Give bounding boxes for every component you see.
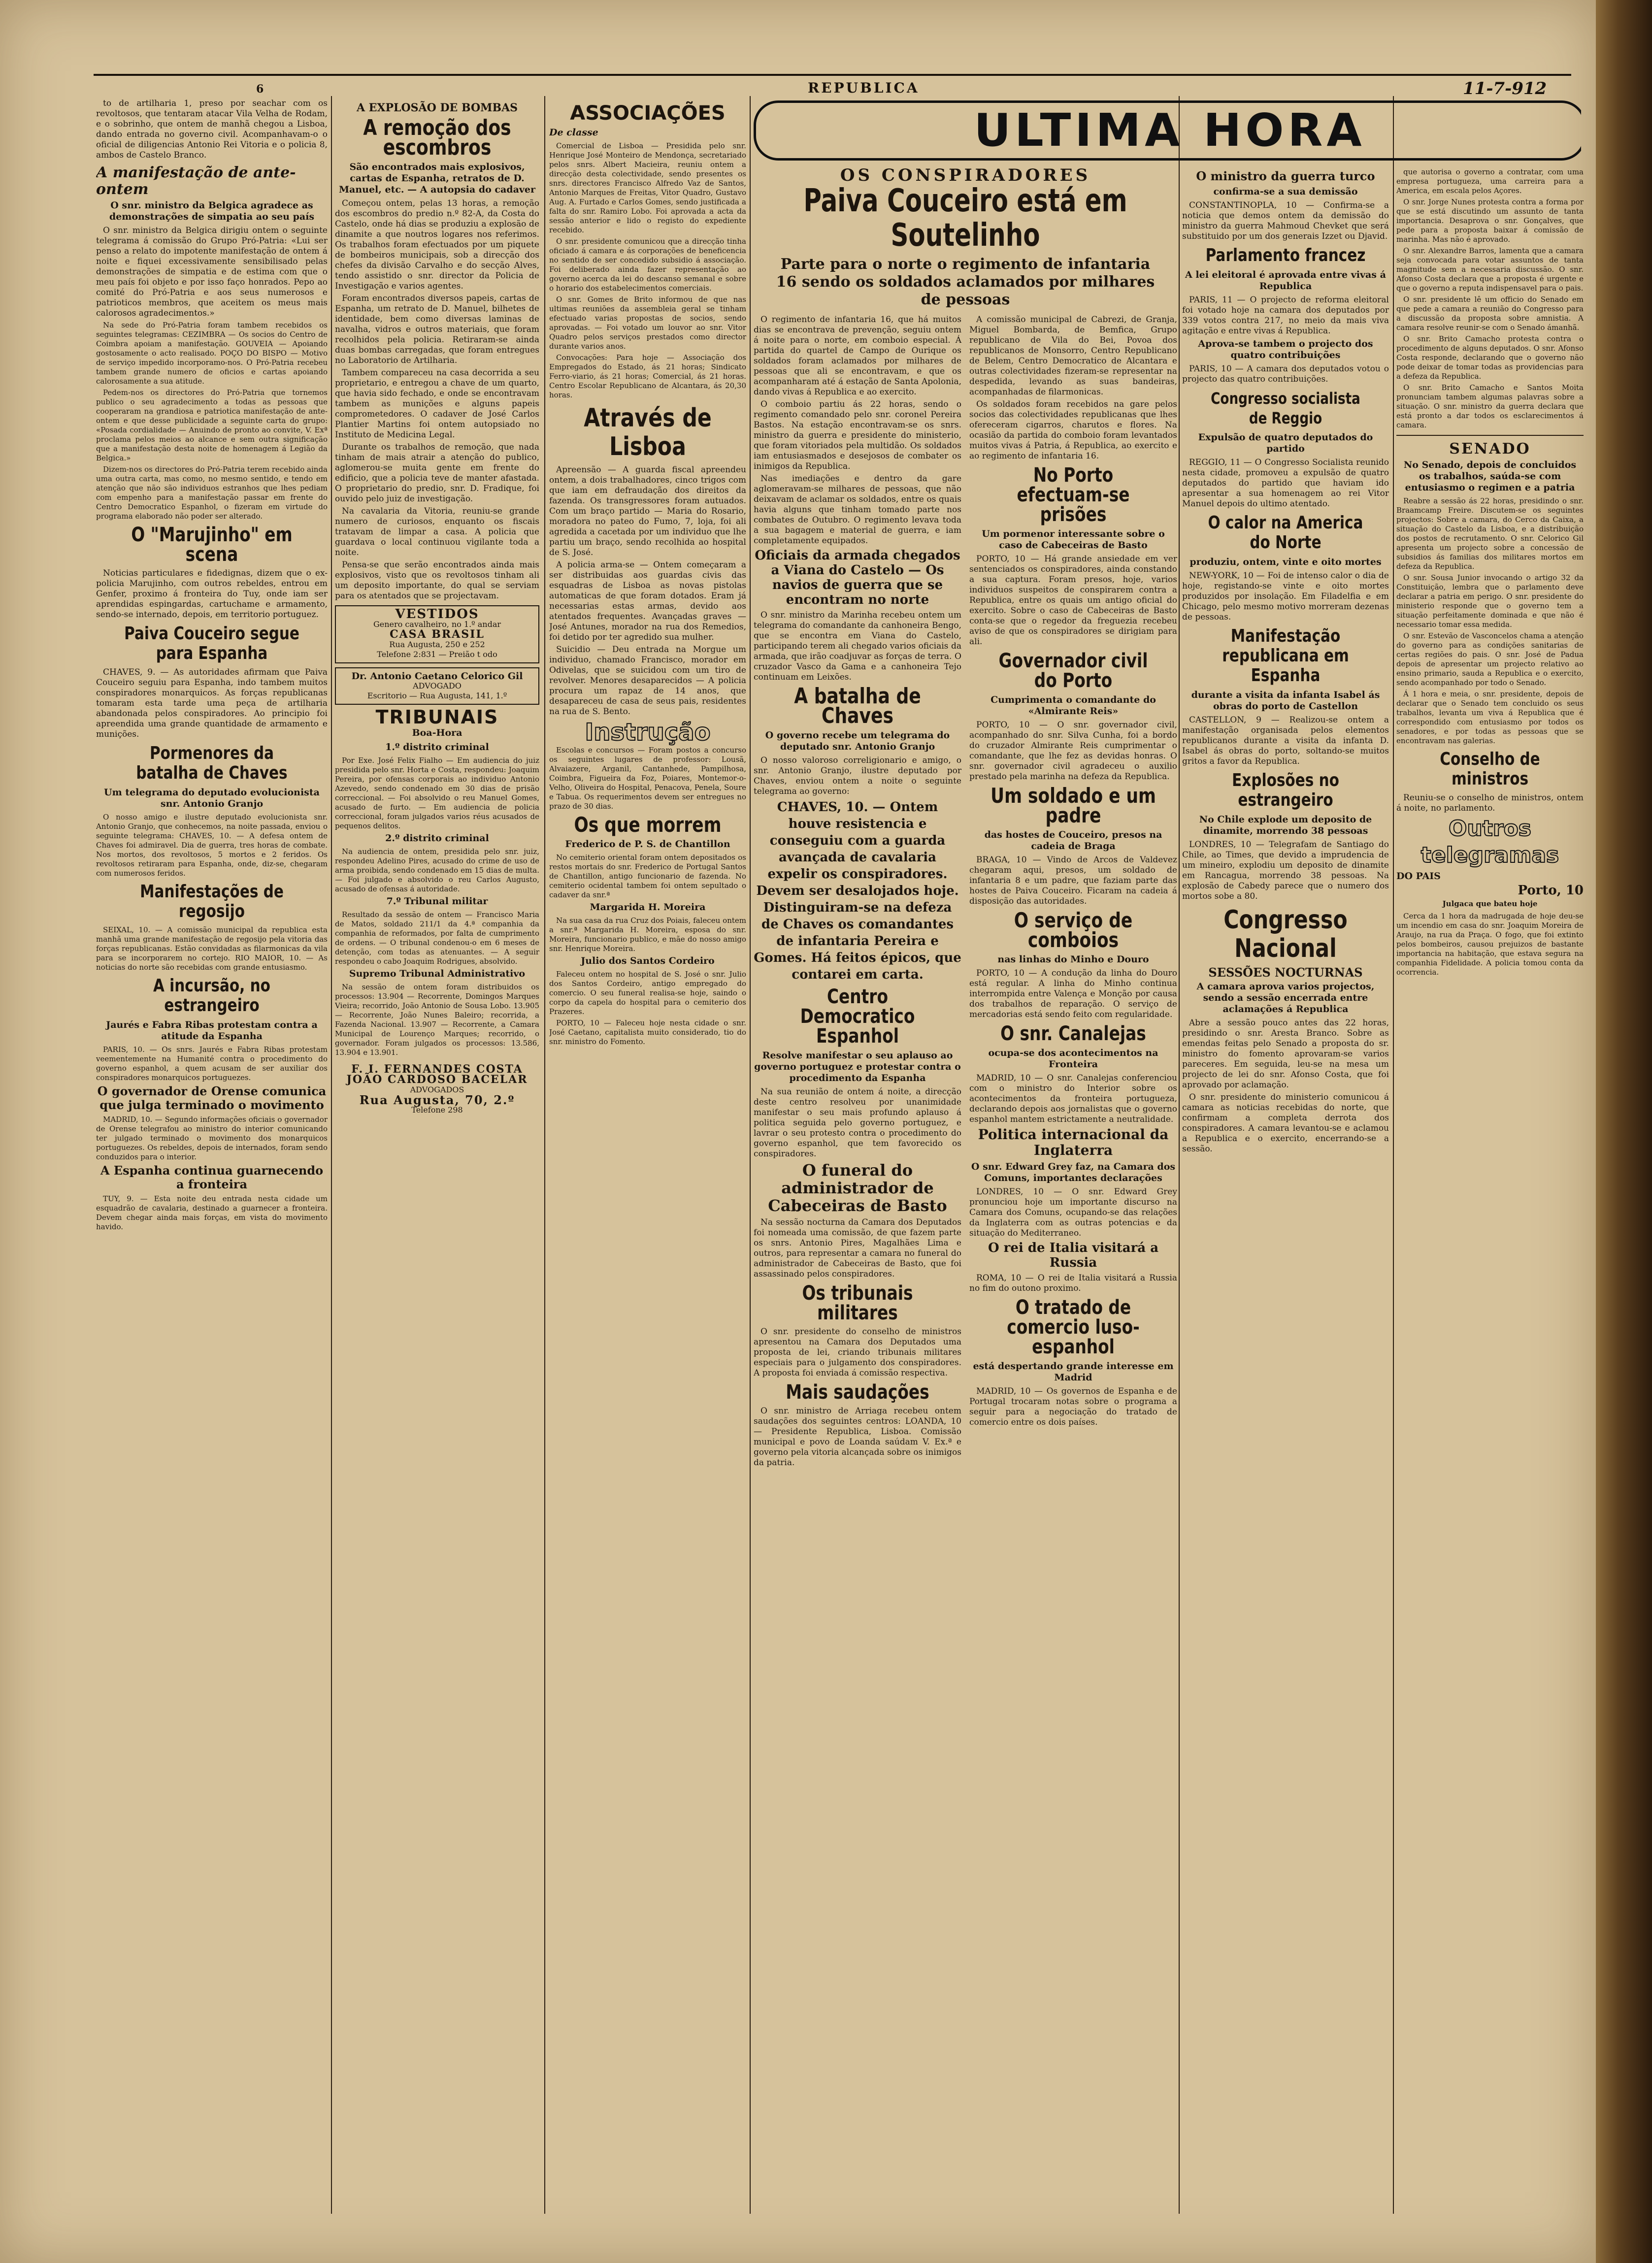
ad-line: Escritorio — Rua Augusta, 141, 1.º [367, 691, 507, 700]
column-divider [331, 96, 332, 2214]
article-text: O snr. Alexandre Barros, lamenta que a camara seja convocada para votar assuntos de tanta magnitude sem a necessaria discussão. O snr. Afonso Costa declara que a proposta é urgente e que o governo a reputa indispensavel para o pais. [1396, 246, 1584, 293]
headline-orense: O governador de Orense comunica que julga terminado o movimento [97, 1084, 327, 1112]
ad-title: VESTIDOS [395, 607, 479, 622]
article-text: Na sede do Pró-Patria foram tambem recebidos os seguintes telegramas: CEZIMBRA — Os socios do Centro de Coimbra apoiam a manifestação. GOUVEIA — Apoiando gostosamente o acto realisado. POÇO DO BISPO — Motivo de serviço impedido incorporamo-nos. O Pró-Patria recebeu tambem grande numero de oficios e cartas apoiando calorosamente a sua atitude. [96, 321, 328, 386]
article-text: Os soldados foram recebidos na gare pelos socios das colectividades republicanas que lhes ofereceram cigarros, charutos e flores. Na ocasião da partida do comboio foram levantados muitos vivas á Patria, á Republica, ao exercito e ao regimento de infantaria 16. [969, 399, 1177, 461]
subheadline: SESSÕES NOCTURNAS [1208, 965, 1363, 980]
article-text: Começou ontem, pelas 13 horas, a remoção dos escombros do predio n.º 82-A, da Costa do Castelo, onde há dias se produziu a explosão de dinamite a que noutros logares nos referimos. Os trabalhos foram efectuados por um piquete de bombeiros municipais, sob a direcção dos chefes da divisão Carvalho e do secção Alves, tendo assistido o snr. director da Policia de Investigação e varios agentes. [335, 198, 539, 291]
article-text: Na cavalaria da Vitoria, reuniu-se grande numero de curiosos, enquanto os fiscais tratavam de limpar a casa. A policia que guardava o local continuou vigilante toda a noite. [335, 506, 539, 558]
section-label: 7.º Tribunal militar [386, 896, 488, 907]
article-text: PARIS, 10 — A camara dos deputados votou o projecto das quatro contribuições. [1182, 364, 1389, 384]
article-text: Na audiencia de ontem, presidida pelo snr. juiz, respondeu Adelino Pires, acusado do crime de uso de arma proibida, sendo condenado em 15 dias de multa. — Foi julgado e absolvido o reu Carlos Augusto, acusado de ofensas á autoridade. [335, 847, 539, 893]
obituary-name: Margarida H. Moreira [590, 902, 706, 913]
article-text: O snr. presidente lê um officio do Senado em que pede a camara a reunião do Congresso para a discussão da proposta sobre amnistia. A camara resolve reunir-se com o Senado ámanhã. [1396, 295, 1584, 332]
headline-congresso-socialista: Congresso socialista de Reggio [1211, 389, 1360, 427]
article-text: MADRID, 10 — O snr. Canalejas conferenciou com o ministro do Interior sobre os acontecimentos da fronteira portugueza, declarando depois aos jornalistas que o governo espanhol mantem estrictamente a neutralidade. [969, 1073, 1177, 1124]
headline-politica-inglaterra: Politica internacional da Inglaterra [978, 1126, 1169, 1158]
column-2 [335, 98, 539, 2211]
ad-line: F. I. FERNANDES COSTA [351, 1063, 523, 1076]
section-label: 2.º distrito criminal [385, 833, 489, 844]
article-text: O snr. Jorge Nunes protesta contra a forma por que se está discutindo um assunto de tanta importancia. Desaprova o snr. Gonçalves, que pede para a proposta baixar á comissão de marinha. Mas não é aprovado. [1396, 197, 1584, 244]
ad-line: Telefone 2:831 — Preião t odo [377, 650, 497, 659]
article-text: que autorisa o governo a contratar, com uma empresa portugueza, uma carreira para a America, em escala pelos Açores. [1396, 167, 1584, 195]
headline-senado: SENADO [1449, 440, 1531, 458]
article-text: Faleceu ontem no hospital de S. José o snr. Julio dos Santos Cordeiro, antigo empregado do comercio. O seu funeral realisa-se hoje, saindo o corpo da capela do hospital para o cemiterio dos Prazeres. [549, 970, 746, 1016]
headline-canalejas: O snr. Canalejas [1000, 1022, 1146, 1045]
headline-governador-porto: Governador civil do Porto [998, 650, 1148, 692]
headline-centro-democratico: Centro Democratico Espanhol [800, 985, 915, 1048]
telegram-quote: CHAVES, 10. — Ontem houve resistencia e conseguiu com a guarda avançada de cavalaria expelir os conspiradores. Devem ser desalojados hoje. Distinguiram-se na defeza de Chaves os comandantes de infantaria Pereira e Gomes. Há feitos épicos, que contarei em carta. [754, 800, 961, 982]
article-text: O snr. presidente do conselho de ministros apresentou na Camara dos Deputados uma proposta de lei, criando tribunais militares especiais para o julgamento dos conspiradores. A proposta foi enviada á comissão respectiva. [754, 1327, 961, 1378]
headline-ministro-turco: O ministro da guerra turco [1196, 169, 1375, 183]
headline-os-que-morrem: Os que morrem [574, 813, 722, 837]
newspaper-title: REPUBLICA [808, 80, 920, 96]
article-text: Na sessão de ontem foram distribuidos os processos: 13.904 — Recorrente, Domingos Marques Vieira; recorrido, João Antonio de Sousa Lobo. 13.905 — Recorrente, João Nunes Baleiro; recorrida, a Fazenda Nacional. 13.907 — Recorrente, a Camara Municipal de Lourenço Marques; recorrido, o governador. Foram julgados os processos: 13.586, 13.904 e 13.901. [335, 983, 539, 1057]
article-text: Na sessão nocturna da Camara dos Deputados foi nomeada uma comissão, de que fazem parte os snrs. Antonio Pires, Magalhães Lima e outros, para representar a camara no funeral do administrador de Cabeceiras de Basto, que foi assassinado pelos conspiradores. [754, 1217, 961, 1279]
subheadline: A camara aprova varios projectos, sendo a sessão encerrada entre aclamações á Republica [1196, 981, 1375, 1015]
column-divider [544, 96, 545, 2214]
headline-incursao: A incursão, no estrangeiro [153, 976, 270, 1016]
article-text: Foram encontrados diversos papeis, cartas de Espanha, um retrato de D. Manuel, bilhetes de identidade, bem como diversas laminas de navalha, vidros e outros materiais, que foram recolhidos pela policia. Retiraram-se ainda duas bombas carregadas, que foram entregues no Laboratorio de Artilharia. [335, 294, 539, 365]
article-text: O snr. ministro da Marinha recebeu ontem um telegrama do comandante da canhoneira Bengo, que se encontra em Viana do Castelo, participando terem ali chegado varios oficiais da armada, que irão coadjuvar as forças de terra. O cruzador Vasco da Gama e a canhoneira Tejo continuam em Leixões. [754, 610, 961, 682]
headline-oficiais-armada: Oficiais da armada chegados a Viana do Castelo — Os navios de guerra que se encontram no norte [755, 548, 960, 607]
ad-line: Telefone 298 [411, 1105, 463, 1115]
subheadline: durante a visita da infanta Isabel ás obras do porto de Castellon [1191, 689, 1380, 712]
article-text: Abre a sessão pouco antes das 22 horas, presidindo o snr. Aresta Branco. Sobre as emendas feitas pelo Senado a proposta do sr. ministro do fomento aprovaram-se varios pareceres. Em seguida, leu-se na mesa um projecto de lei do snr. Afonso Costa, que foi aprovado por aclamação. [1182, 1018, 1389, 1090]
article-text: Suicidio — Deu entrada na Morgue um individuo, chamado Francisco, morador em Odivelas, que se suicidou com um tiro de revolver. Menores desaparecidos — A policia procura um rapaz de 14 anos, que desapareceu de casa de seus pais, residentes na rua de S. Bento. [549, 645, 746, 717]
dateline: Porto, 10 [1518, 883, 1584, 898]
subheadline: A lei eleitoral é aprovada entre vivas á Republica [1185, 269, 1386, 292]
subheadline: Cumprimenta o comandante do «Almirante Reis» [991, 694, 1156, 717]
book-binding [1596, 0, 1652, 2263]
column-1 [96, 98, 328, 2211]
article-text: Pensa-se que serão encontrados ainda mais explosivos, visto que os revoltosos tinham ali um deposito importante, do qual se serviam para os atentados que se projectavam. [335, 560, 539, 601]
article-text: Reabre a sessão ás 22 horas, presidindo o snr. Braamcamp Freire. Discutem-se os seguintes projectos: Sobre a camara, do Cerco da Caixa, a situação do Castelo da Lisboa, e a distribuição dos postos de recrutamento. O snr. Celorico Gil apresenta um projecto sobre a concessão de subsidios ás familias dos militares mortos em defeza da Republica. [1396, 496, 1584, 571]
headline-mais-saudacoes: Mais saudações [786, 1381, 929, 1404]
headline-tribunais-militares: Os tribunais militares [802, 1282, 913, 1324]
article-text: O snr. presidente do ministerio comunicou á camara as noticias recebidas do norte, que confirmam a completa derrota dos conspiradores. A camara levantou-se e aclamou a Republica e o exercito, encerrando-se a sessão. [1182, 1092, 1389, 1154]
article-text: O regimento de infantaria 16, que há muitos dias se encontrava de prevenção, seguiu ontem á noite para o norte, em comboio especial. Á partida do quartel de Campo de Ourique os soldados foram aclamados por milhares de pessoas que ali se encontravam, e que os acompanharam até á estação de Santa Apolonia, dando vivas á Republica e ao exercito. [754, 315, 961, 397]
subheadline: Expulsão de quatro deputados do partido [1198, 432, 1373, 454]
issue-date: 11-7-912 [1463, 79, 1547, 98]
obituary-name: Frederico de P. S. de Chantillon [565, 839, 730, 850]
article-text: Por Exe. José Felix Fialho — Em audiencia do juiz presidida pelo snr. Horta e Costa, respondeu: Joaquim Pereira, por ofensas corporais ao individuo Antonio Azevedo, sendo condenado em 30 dias de prisão correccional. — Foi absolvido o reu Manuel Gomes, acusado de furto. — Em audiencia de policia correccional, foram julgados varios réus acusados de pequenos delitos. [335, 756, 539, 830]
headline-paiva-couceiro: Paiva Couceiro segue para Espanha [124, 623, 299, 663]
article-text: Escolas e concursos — Foram postos a concurso os seguintes lugares de professor: Lousã, Alvaiazere, Arganil, Cantanhede, Pampilhosa, Coimbra, Figueira da Foz, Poiares, Montemor-o-Velho, Oliveira do Hospital, Penacova, Penela, Soure e Tabua. Os requerimentos devem ser entregues no prazo de 30 dias. [549, 746, 746, 811]
headline-manifestacao-espanha: Manifestação republicana em Espanha [1222, 626, 1349, 686]
headline-soldado-padre: Um soldado e um padre [991, 784, 1156, 827]
two-column-block [754, 315, 1177, 1470]
subheadline: São encontrados mais explosivos, cartas de Espanha, retratos de D. Manuel, etc. — A autopsia do cadaver [338, 162, 536, 195]
article-text: PARIS, 11 — O projecto de reforma eleitoral foi votado hoje na camara dos deputados por 339 votos contra 217, no meio da mais viva agitação e entre vivas á Republica. [1182, 295, 1389, 336]
article-text: CONSTANTINOPLA, 10 — Confirma-se a noticia que demos ontem da demissão do ministro da guerra Mahmoud Chevket que será substituido por um dos generais Izzet ou Djavid. [1182, 200, 1389, 241]
article-text: MADRID, 10 — Os governos de Espanha e de Portugal trocaram notas sobre o programa a seguir para a negociação do tratado de comercio entre os dois países. [969, 1386, 1177, 1427]
headline-parlamento-francez: Parlamento francez [1205, 245, 1366, 265]
subheadline: Julgaca que bateu hoje [1442, 899, 1538, 908]
ad-line: Dr. Antonio Caetano Celorico Gil [351, 671, 523, 682]
subheadline: confirma-se a sua demissão [1213, 186, 1358, 197]
subheadline: Um telegrama do deputado evolucionista snr. Antonio Granjo [104, 787, 320, 809]
article-text: Noticias particulares e fidedignas, dizem que o ex-policia Marujinho, com outros rebeldes, entrou em Genfer, proximo á fronteira do Tuy, onde iam ser aprendidas espingardas, cartuchame e armamento, sendo-se internado, depois, em territorio portuguez. [96, 568, 328, 620]
article-text: Apreensão — A guarda fiscal apreendeu ontem, a dois trabalhadores, cinco trigos com que iam em defraudação dos direitos da fazenda. Os transgressores foram autuados. Com um braço partido — Maria do Rosario, moradora no pateo do Fumo, 7, loja, foi ali agredida a cacetada por um individuo que lhe partiu um braço, sendo recolhida ao hospital de S. José. [549, 465, 746, 558]
article-text: Cerca da 1 hora da madrugada de hoje deu-se um incendio em casa do snr. Joaquim Moreira de Araujo, na rua da Praça. O fogo, que foi extinto pelos bombeiros, causou prejuizos de bastante importancia na habitação, que estava segura na companhia Fidelidade. A policia tomou conta da ocorrencia. [1396, 912, 1584, 977]
article-text: O nosso valoroso correligionario e amigo, o snr. Antonio Granjo, ilustre deputado por Chaves, enviou ontem a noite o seguinte telegrama ao governo: [754, 755, 961, 796]
article-text: BRAGA, 10 — Vindo de Arcos de Valdevez chegaram aqui, presos, um soldado de infantaria 8 e um padre, que faziam parte das hostes de Paiva Couceiro. Ficaram na cadeia á disposição das autoridades. [969, 855, 1177, 906]
article-text: NEW-YORK, 10 — Foi de intenso calor o dia de hoje, registando-se vinte e oito mortes produzidos por insolação. Em Filadelfia e em Chicago, pelo mesmo motivo morreram dezenas de pessoas. [1182, 571, 1389, 622]
article-text: Á 1 hora e meia, o snr. presidente, depois de declarar que o Senado tem concluido os seus trabalhos, levanta um viva á Republica que é correspondido com entusiasmo por todos os senadores, e por todas as pessoas que se encontravam nas galerias. [1396, 689, 1584, 745]
article-text: A policia arma-se — Ontem começaram a ser distribuidas aos guardas civis das esquadras de Lisboa as novas pistolas automaticas de que foram dotados. Eram já necessarias estas armas, devido aos atentados frequentes. Avançadas graves — José Antunes, morador na rua dos Remedios, foi detido por ter agredido sua mulher. [549, 560, 746, 642]
subheadline: das hostes de Couceiro, presos na cadeia de Braga [984, 829, 1162, 852]
article-text: O snr. Sousa Junior invocando o artigo 32 da Constituição, lembra que o parlamento deve declarar a patria em perigo. O snr. presidente do ministerio responde que o governo tem a situação perfeitamente dominada e que não é necessario tomar essa medida. [1396, 573, 1584, 629]
headline-remocao: A remoção dos escombros [363, 115, 511, 160]
header-rule [94, 74, 1571, 76]
advertisement-advogado [335, 667, 539, 705]
ad-line: Rua Augusta, 70, 2.º [359, 1093, 515, 1107]
headline-tribunais: TRIBUNAIS [375, 706, 499, 728]
subheadline: O snr. ministro da Belgica agradece as demonstrações de simpatia ao seu país [109, 200, 315, 222]
article-text: CASTELLON, 9 — Realizou-se ontem a manifestação organisada pelos elementos republicanos durante a visita da infanta D. Isabel ás obras do porto, soltando-se muitos gritos a favor da Republica. [1182, 715, 1389, 766]
article-text: O nosso amigo e ilustre deputado evolucionista snr. Antonio Granjo, que conhecemos, na noite passada, enviou o seguinte telegrama: CHAVES, 10. — A defesa ontem de Chaves foi admiravel. Dia de guerra, tres horas de combate. Nos mortos, dos revoltosos, 5 mortos e 2 feridos. Os revoltosos retiraram para Espanha, onde, diz-se, chegaram com numerosos feridos. [96, 813, 328, 878]
kicker-explosao: A EXPLOSÃO DE BOMBAS [356, 101, 518, 114]
article-text: O snr. ministro de Arriaga recebeu ontem saudações dos seguintes centros: LOANDA, 10 — Presidente Republica, Lisboa. Comissão municipal e povo de Loanda saúdam V. Ex.ª e governo pela vitoria alcançada sobre os inimigos da patria. [754, 1406, 961, 1468]
article-text: TUY, 9. — Esta noite deu entrada nesta cidade um esquadrão de cavalaria, destinado a guarnecer a fronteira. Devem chegar ainda mais forças, em vista do movimento havido. [96, 1194, 328, 1231]
headline-paiva-couceiro-soutelinho: Paiva Couceiro está em Soutelinho [803, 183, 1127, 254]
column-4 [754, 167, 1177, 2211]
article-text: Pedem-nos os directores do Pró-Patria que tornemos publico o seu agradecimento a todas as pessoas que cooperaram na grandiosa e patriotica manifestação de ante-ontem e que desse publicidade a seguinte carta do grupo: «Posada cordialidade — Anuindo de pronto ao convite, V. Exª proclama pelos meios ao alcance e sem outra significação que a manifestação desta noite de homenagem á Legião da Belgica.» [96, 388, 328, 462]
headline-congresso-nacional: Congresso Nacional [1223, 905, 1348, 963]
subheadline: nas linhas do Minho e Douro [997, 954, 1149, 965]
headline-batalha-chaves: A batalha de Chaves [794, 684, 921, 728]
headline-calor-america: O calor na America do Norte [1208, 513, 1363, 553]
subheadline: O snr. Edward Grey faz, na Camara dos Comuns, importantes declarações [971, 1161, 1176, 1183]
article-text: Tambem compareceu na casa decorrida a seu proprietario, e entregou a chave de um quarto, que havia sido fechado, e onde se encontravam tambem as munições e alguns papeis comprometedores. O cadaver de José Carlos Plantier Martins foi ontem autopsiado no Instituto de Medicina Legal. [335, 368, 539, 440]
article-text: ROMA, 10 — O rei de Italia visitará a Russia no fim do outono proximo. [969, 1273, 1177, 1293]
subheadline: Resolve manifestar o seu aplauso ao governo portuguez e protestar contra o procedimento da Espanha [754, 1050, 961, 1083]
headline-conselho-ministros: Conselho de ministros [1440, 749, 1540, 789]
headline-rei-italia: O rei de Italia visitará a Russia [988, 1241, 1159, 1270]
column-6 [1396, 167, 1584, 2211]
subheadline: Boa-Hora [412, 727, 463, 738]
section-label: Supremo Tribunal Administrativo [349, 968, 526, 979]
article-text: LONDRES, 10 — Telegrafam de Santiago do Chile, ao Times, que devido a imprudencia de um mineiro, explodiu um deposito de dinamite em Rancagua, morrendo 38 pessoas. Na explosão de Cabedy parece que o numero dos mortos sobe a 80. [1182, 840, 1389, 901]
article-text: Resultado da sessão de ontem — Francisco Maria de Matos, soldado 211/1 da 4.ª companhia da companhia de reformados, por falta de cumprimento de ordens. — O tribunal condenou-o em 6 meses de detenção, com todas as atenuantes. — A seguir respondeu o cabo Joaquim Rodrigues, absolvido. [335, 910, 539, 966]
ad-line: ADVOGADO [413, 681, 462, 690]
column-divider [750, 96, 751, 2214]
ad-line: Rua Augusta, 250 e 252 [389, 640, 485, 649]
article-text: PORTO, 10 — Faleceu hoje nesta cidade o snr. José Caetano, capitalista muito considerado, tio do snr. ministro do Fomento. [549, 1018, 746, 1046]
subheadline: No Chile explode um deposito de dinamite, morrendo 38 pessoas [1199, 814, 1372, 836]
headline-atraves-lisboa: Através de Lisboa [584, 403, 712, 461]
headline-tratado-comercio: O tratado de comercio luso-espanhol [1007, 1296, 1140, 1358]
headline-regosijo: Manifestações de regosijo [140, 882, 284, 921]
section-label: 1.º distrito criminal [385, 742, 489, 753]
article-text: O comboio partiu ás 22 horas, sendo o regimento comandado pelo snr. coronel Pereira Bastos. Na estação encontravam-se os snrs. ministro da guerra e presidente do ministerio, que foram vitoriados pela multidão. Os soldados iam entusiasmados e desejosos de combater os inimigos da Republica. [754, 399, 961, 471]
headline-associacoes: ASSOCIAÇÕES [570, 102, 726, 125]
article-text: PORTO, 10 — Há grande ansiedade em ver sentenciados os conspiradores, ainda constando a sua captura. Foram presos, hoje, varios individuos suspeitos de conspirarem contra a Republica, entre os quais um antigo oficial do exercito. Sobre o caso de Cabeceiras de Basto conta-se que o regedor da freguezia recebeu aviso de que os conspiradores se dirigiam para ali. [969, 554, 1177, 647]
subheadline: No Senado, depois de concluidos os trabalhos, saúda-se com entusiasmo o regimen e a patria [1403, 459, 1577, 493]
ad-line: ADVOGADOS [410, 1085, 464, 1094]
article-text: Na sua casa da rua Cruz dos Poiais, faleceu ontem a snr.ª Margarida H. Moreira, esposa do snr. Moreira, funcionario publico, e mãe do nosso amigo snr. Henrique Moreira. [549, 916, 746, 953]
headline-instrucao: Instrução [585, 719, 711, 746]
article-text: O snr. Gomes de Brito informou de que nas ultimas reuniões da assembleia geral se tinham efectuado varias propostas de socios, sendo aprovadas. — Foi votado um louvor ao snr. Vitor Quadro pelos serviços prestados como director durante varios anos. [549, 295, 746, 351]
article-text: SEIXAL, 10. — A comissão municipal da republica esta manhã uma grande manifestação de regosijo pela vitoria das forças republicanas. Estão convidadas as filarmonicas da vila para se incorporarem no cortejo. RIO MAIOR, 10. — As noticias do norte são recebidas com grande entusiasmo. [96, 925, 328, 972]
obituary-name: Julio dos Santos Cordeiro [581, 955, 715, 966]
subheadline: produziu, ontem, vinte e oito mortes [1189, 557, 1382, 567]
article-text: O snr. presidente comunicou que a direcção tinha oficiado á camara e ás corporações de beneficencia no sentido de ser concedido subsidio á associação. Foi deliberado ainda fazer representação ao governo acerca da lei do descanso semanal e sobre o horario dos estabelecimentos comerciais. [549, 237, 746, 293]
headline-porto-prisoes: No Porto efectuam-se prisões [1017, 464, 1130, 526]
article-text: PORTO, 10 — A condução da linha do Douro está regular. A linha do Minho continua interrompida entre Valença e Monção por causa dos trabalhos de reparação. O serviço de mercadorias está sendo feito com regularidade. [969, 968, 1177, 1019]
subheadline: Jaurés e Fabra Ribas protestam contra a atitude da Espanha [106, 1019, 318, 1042]
page-number: 6 [256, 83, 264, 96]
subheadline: O governo recebe um telegrama do deputado snr. Antonio Granjo [765, 730, 950, 752]
section-rule [1396, 435, 1584, 436]
article-text: O snr. Brito Camacho protesta contra o procedimento de alguns deputados. O snr. Afonso Costa responde, declarando que o governo não pode deixar de tomar todas as providencias para a defeza da Republica. [1396, 334, 1584, 381]
kicker-conspiradores: OS CONSPIRADORES [840, 167, 1091, 185]
ad-line: Genero cavalheiro, no 1.º andar [373, 620, 501, 629]
article-text: O snr. Estevão de Vasconcelos chama a atenção do governo para as condições sanitarias de certas regiões do pais. O snr. José de Padua depois de apresentar um projecto relativo ao ensino primario, sauda a Republica e o exercito, sendo acompanhado por todo o Senado. [1396, 631, 1584, 687]
ad-line: JOÃO CARDOSO BACELAR [346, 1073, 528, 1086]
headline-outros-telegramas: Outros telegramas [1421, 816, 1559, 868]
ultima-hora-banner: ULTIMA HORA [754, 100, 1581, 161]
subheadline: ocupa-se dos acontecimentos na Fronteira [988, 1048, 1158, 1070]
advertisement-vestidos [335, 605, 539, 663]
subheadline: Aprova-se tambem o projecto dos quatro contribuições [1198, 338, 1373, 361]
column-5 [1182, 167, 1389, 2211]
advertisement-advogados [335, 1061, 539, 1118]
lead-deck: Parte para o norte o regimento de infantaria 16 sendo os soldados aclamados por milhares de pessoas [776, 256, 1155, 308]
headline-manifestacao: A manifestação de ante-ontem [96, 164, 296, 198]
article-text: No cemiterio oriental foram ontem depositados os restos mortais do snr. Frederico de Portugal Santos de Chantillon, antigo funcionario de fazenda. No cemiterio ocidental tambem foi ontem sepultado o cadaver da snr.ª [549, 853, 746, 899]
article-text: Dizem-nos os directores do Pró-Patria terem recebido ainda uma outra carta, mas como, no mesmo sentido, e tendo em atenção que não são individuos estranhos que lhes pediam com empenho para a manifestação passar em frente do Centro Democratico Espanhol, o fizeram em virtude do programa elaborado não poder ser alterado. [96, 465, 328, 521]
subheadline: está despertando grande interesse em Madrid [973, 1361, 1174, 1383]
article-text: O snr. Brito Camacho e Santos Moita pronunciam tambem algumas palavras sobre a situação. O snr. ministro da guerra declara que está pronto a dar todos os esclarecimentos á camara. [1396, 383, 1584, 429]
article-text: Comercial de Lisboa — Presidida pelo snr. Henrique José Monteiro de Mendonça, secretariado pelos snrs. Albert Macieira, reuniu ontem a direcção desta colectividade, sendo presentes os snrs. directores Francisco Alfredo Vaz de Santos, Antonio Marques de Freitas, Vitor Quadro, Gustavo Aug. A. Furtado e Carlos Gomes, sendo justificada a falta do snr. Ramiro Lobo. Foi aprovada a acta da sessão anterior e lido o registo do expediente recebido. [549, 141, 746, 234]
article-text: Nas imediações e dentro da gare aglomeravam-se milhares de pessoas, que não deixavam de aclamar os soldados, entre os quais havia alguns que tinham tomado parte nos combates de Outubro. O regimento levava toda a sua bagagem e material de guerra, e iam completamente equipados. [754, 474, 961, 546]
subheadline: Um pormenor interessante sobre o caso de Cabeceiras de Basto [982, 528, 1165, 551]
headline-fronteira: A Espanha continua guarnecendo a fronteira [100, 1163, 324, 1191]
article-text: Na sua reunião de ontem á noite, a direcção deste centro resolveu por unanimidade manifestar o seu mais profundo aplauso á politica seguida pelo governo portuguez, e lavrar o seu protesto contra o procedimento do governo espanhol, que tem favorecido os conspiradores. [754, 1087, 961, 1159]
subheadline: De classe [549, 127, 598, 138]
article-text: Convocações: Para hoje — Associação dos Empregados do Estado, ás 21 horas; Sindicato Ferro-viario, ás 21 horas; Comercial, ás 21 horas. Centro Escolar Republicano de Alcantara, ás 20,30 horas. [549, 353, 746, 399]
headline-funeral: O funeral do administrador de Cabeceiras de Basto [768, 1161, 947, 1215]
headline-explosoes: Explosões no estrangeiro [1232, 770, 1339, 810]
article-text: MADRID, 10. — Segundo informações oficiais o governador de Orense telegrafou ao ministro do interior comunicando ter julgado terminado o movimento dos monarquicos portuguezes. Os rebeldes, depois de internados, foram sendo conduzidos para o interior. [96, 1115, 328, 1161]
article-text: A comissão municipal de Cabrezi, de Granja, Miguel Bombarda, de Bemfica, Grupo republicano de Vila do Bei, Povoa dos republicanos de Monsorro, Centro Republicano de Belem, Centro Democratico de Alcantara e outras colectividades fizeram-se representar na despedida, levando as suas bandeiras, acompanhadas de filarmonicas. [969, 315, 1177, 397]
article-text: REGGIO, 11 — O Congresso Socialista reunido nesta cidade, promoveu a expulsão de quatro deputados do partido que haviam ido apresentar a sua homenagem ao rei Vitor Manuel depois do ultimo atentado. [1182, 458, 1389, 509]
article-text: PARIS, 10. — Os snrs. Jaurés e Fabra Ribas protestam veementemente na Humanité contra o procedimento do governo espanhol, a quem acusam de ser auxiliar dos conspiradores monarquicos portuguezes. [96, 1045, 328, 1082]
subheadline: DO PAIS [1396, 871, 1441, 882]
headline-comboios: O serviço de comboios [1014, 908, 1133, 952]
article-text: Reuniu-se o conselho de ministros, ontem á noite, no parlamento. [1396, 793, 1584, 813]
article-text: to de artilharia 1, preso por seachar com os revoltosos, que tentaram atacar Vila Velha de Rodam, e o sobrinho, que ontem de manhã chegou a Lisboa, dando entrada no governo civil. Acompanhavam-o o oficial de diligencias Antonio Rei Vitoria e o policia 8, ambos de Castelo Branco. [96, 98, 328, 160]
article-text: CHAVES, 9. — As autoridades afirmam que Paiva Couceiro seguiu para Espanha, indo tambem muitos conspiradores monarquicos. As forças republicanas tomaram esta tarde uma peça de artilharia abandonada pelos conspiradores. Ao principio foi apreendida uma grande quantidade de armamento e munições. [96, 667, 328, 739]
column-3 [549, 98, 746, 2211]
headline-marujinho: O "Marujinho" em scena [131, 524, 293, 566]
headline-batalha-chaves: Pormenores da batalha de Chaves [136, 743, 288, 783]
article-text: Durante os trabalhos de remoção, que nada tinham de mais atrair a atenção do publico, aglomerou-se muita gente em frente do edificio, que a policia teve de manter afastada. O proprietario do predio, snr. D. Fradique, foi ouvido pelo juiz de investigação. [335, 442, 539, 504]
article-text: PORTO, 10 — O snr. governador civil, acompanhado do snr. Silva Cunha, foi a bordo do cruzador Almirante Reis cumprimentar o comandante, que lhe fez as devidas honras. O snr. governador civil agradeceu o auxilio prestado pela marinha na defeza da Republica. [969, 720, 1177, 782]
article-text: O snr. ministro da Belgica dirigiu ontem o seguinte telegrama á comissão do Grupo Pró-Patria: «Lui ser penso a relato do impotente manifestação de ontem á noite e fiquei excessivamente sensibilisado pelas demonstrações de simpatia e de estima com que o meu país foi objeto e por isso faço honrados. Pepo ao comité do Pró-Patria e aos seus numerosos e patrioticos membros, que aceitem os meus mais calorosos agradecimentos.» [96, 226, 328, 318]
article-text: LONDRES, 10 — O snr. Edward Grey pronunciou hoje um importante discurso na Camara dos Comuns, ocupando-se das relações da Inglaterra com as outras potencias e da situação do Mediterraneo. [969, 1187, 1177, 1238]
ad-line: CASA BRASIL [390, 628, 485, 641]
